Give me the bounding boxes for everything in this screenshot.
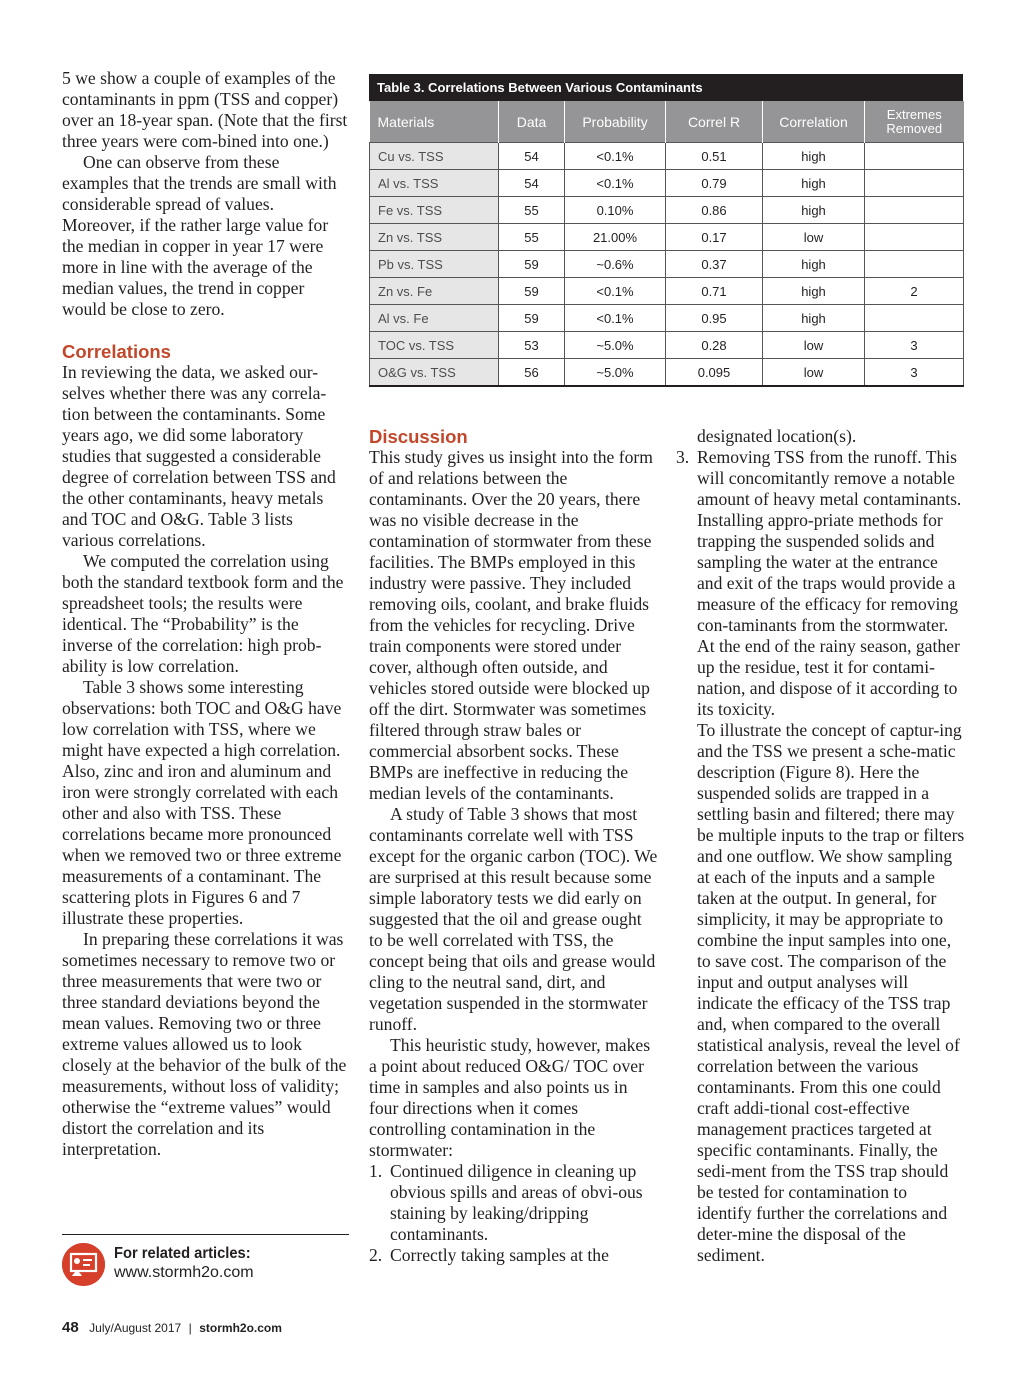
table-cell: 55 — [499, 197, 565, 224]
table-cell: Cu vs. TSS — [370, 143, 499, 170]
related-label: For related articles: — [114, 1245, 251, 1262]
table-cell: low — [763, 332, 865, 359]
list-item — [369, 1245, 659, 1266]
column-header: Correl R — [666, 101, 763, 143]
table-cell: ~5.0% — [565, 332, 666, 359]
column-middle — [369, 426, 659, 1266]
table-cell: 0.86 — [666, 197, 763, 224]
table-cell: 0.95 — [666, 305, 763, 332]
table-cell: ~5.0% — [565, 359, 666, 387]
table-row — [370, 305, 964, 332]
presenter-icon — [62, 1243, 105, 1286]
table-cell: TOC vs. TSS — [370, 332, 499, 359]
list-item — [369, 1161, 659, 1245]
table-cell: high — [763, 143, 865, 170]
paragraph: In preparing these correlations it was sometimes necessary to remove two or three measurements that were two or three standard deviations beyond the mean values. Removing two or three extreme values allowed us to look closely at the behavior of the bulk of the measurements, without loss of validity; otherwise the “extreme values” would distort the correlation and its interpretation. — [62, 929, 347, 1159]
table-cell: 3 — [865, 332, 964, 359]
section-heading-correlations: Correlations — [62, 341, 171, 362]
paragraph: A study of Table 3 shows that most contaminants correlate well with TSS except for the organic carbon (TOC). We are surprised at this result because some simple laboratory tests we did early on suggested that the oil and grease ought to be well correlated with TSS, the concept being that oils and grease would cling to the neutral sand, dirt, and vegetation suspended in the stormwater runoff. — [369, 804, 658, 1034]
table-cell: Zn vs. Fe — [370, 278, 499, 305]
paragraph: 5 we show a couple of examples of the contaminants in ppm (TSS and copper) over an 18-year span. (Note that the first three years were com-bined into one.) — [62, 68, 348, 151]
table-cell — [865, 305, 964, 332]
table-cell: 59 — [499, 305, 565, 332]
list-number: 1. — [369, 1161, 383, 1181]
table-cell — [865, 170, 964, 197]
table-cell: 59 — [499, 251, 565, 278]
table-row — [370, 224, 964, 251]
page-number: 48 — [62, 1319, 79, 1336]
table-cell: low — [763, 224, 865, 251]
list-text: Correctly taking samples at the — [390, 1245, 609, 1265]
table-cell: <0.1% — [565, 305, 666, 332]
related-link[interactable]: www.stormh2o.com — [114, 1264, 254, 1281]
numbered-list — [676, 447, 966, 720]
table-cell: 0.71 — [666, 278, 763, 305]
table-cell — [865, 143, 964, 170]
table-cell: high — [763, 197, 865, 224]
footer-separator: | — [188, 1321, 192, 1335]
list-text: Removing TSS from the runoff. This will concomitantly remove a notable amount of heavy metal contaminants. Installing appro-priate methods for trapping the suspended solids and sampling the water at the entrance and exit of the traps would provide a measure of the efficacy for removing con-taminants from the stormwater. At the end of the rainy season, gather up the residue, test it for contami-nation, and dispose of it according to its toxicity. — [697, 447, 962, 719]
table-cell — [865, 251, 964, 278]
paragraph: Table 3 shows some interesting observations: both TOC and O&G have low correlation with TSS, where we might have expected a high correlation. Also, zinc and iron and aluminum and iron were strongly correlated with each other and also with TSS. These correlations became more pronounced when we removed two or three extreme measurements of a contaminant. The scattering plots in Figures 6 and 7 illustrate these properties. — [62, 677, 342, 928]
list-number: 3. — [676, 447, 690, 467]
table-cell: <0.1% — [565, 278, 666, 305]
table-cell: Al vs. TSS — [370, 170, 499, 197]
table-header-row — [370, 101, 964, 143]
table-cell: ~0.6% — [565, 251, 666, 278]
related-articles[interactable] — [62, 1243, 349, 1287]
table-cell: 2 — [865, 278, 964, 305]
table-cell: 54 — [499, 143, 565, 170]
table-cell: 0.37 — [666, 251, 763, 278]
table-cell: 0.10% — [565, 197, 666, 224]
page-footer — [62, 1319, 282, 1337]
paragraph: In reviewing the data, we asked our-selves whether there was any correla-tion between the contaminants. Some years ago, we did some laboratory studies that suggested a considerable degree of correlation between TSS and the other contaminants, heavy metals and TOC and O&G. Table 3 lists various correlations. — [62, 362, 336, 550]
table-cell: high — [763, 278, 865, 305]
table-row — [370, 332, 964, 359]
section-heading-discussion: Discussion — [369, 426, 468, 447]
footer-site: stormh2o.com — [199, 1321, 282, 1335]
table-cell: 3 — [865, 359, 964, 387]
table-cell: high — [763, 170, 865, 197]
table-cell — [865, 224, 964, 251]
table-cell: 21.00% — [565, 224, 666, 251]
table-cell: 0.17 — [666, 224, 763, 251]
column-header: Extremes Removed — [865, 101, 964, 143]
table-cell: <0.1% — [565, 170, 666, 197]
paragraph: To illustrate the concept of captur-ing and the TSS we present a sche-matic description (Figure 8). Here the suspended solids are trapped in a settling basin and filtered; there may be multiple inputs to the trap or filters and one outflow. We show sampling at each of the inputs and a sample taken at the output. In general, for simplicity, it may be appropriate to combine the input samples into one, to save cost. The comparison of the input and output analyses will indicate the efficacy of the TSS trap and, when compared to the overall statistical analysis, reveal the level of correlation between the various contaminants. From this one could craft addi-tional cost-effective management practices targeted at specific contaminants. Finally, the sedi-ment from the TSS trap should be tested for contamination to identify further the correlations and deter-mine the disposal of the sediment. — [697, 720, 965, 1265]
table-cell: 56 — [499, 359, 565, 387]
table-cell: 0.51 — [666, 143, 763, 170]
table-row — [370, 251, 964, 278]
column-right — [676, 426, 966, 1266]
table-cell: low — [763, 359, 865, 387]
paragraph: We computed the correlation using both the standard textbook form and the spreadsheet tools; the results were identical. The “Probability” is the inverse of the correlation: high prob-ability is low correlation. — [62, 551, 344, 676]
column-header: Correlation — [763, 101, 865, 143]
table-cell: high — [763, 305, 865, 332]
table-row — [370, 143, 964, 170]
paragraph: This heuristic study, however, makes a point about reduced O&G/ TOC over time in samples and also points us in four directions when it comes controlling contamination in the stormwater: — [369, 1035, 651, 1160]
correlation-table — [369, 74, 963, 387]
paragraph: This study gives us insight into the form of and relations between the contaminants. Over the 20 years, there was no visible decrease in the contamination of stormwater from these facilities. The BMPs employed in this industry were passive. They included removing oils, coolant, and brake fluids from the vehicles for recycling. Drive train components were stored under cover, although often outside, and vehicles stored outside were blocked up off the dirt. Stormwater was sometimes filtered through straw bales or commercial absorbent socks. These BMPs are ineffective in reducing the median levels of the contaminants. — [369, 447, 653, 803]
table-cell: Pb vs. TSS — [370, 251, 499, 278]
paragraph: One can observe from these examples that the trends are small with considerable spread of values. Moreover, if the rather large value for the median in copper in year 17 were more in line with the average of the median values, the trend in copper would be close to zero. — [62, 152, 337, 319]
list-text: Continued diligence in cleaning up obvious spills and areas of obvi-ous staining by leaking/dripping contaminants. — [390, 1161, 643, 1244]
table-caption: Table 3. Correlations Between Various Contaminants — [369, 74, 963, 101]
column-header: Probability — [565, 101, 666, 143]
table-cell: 53 — [499, 332, 565, 359]
table-cell — [865, 197, 964, 224]
table-cell: Fe vs. TSS — [370, 197, 499, 224]
table-cell: Al vs. Fe — [370, 305, 499, 332]
list-number: 2. — [369, 1245, 383, 1265]
column-header: Data — [499, 101, 565, 143]
list-continuation: designated location(s). — [697, 426, 857, 446]
column-left — [62, 68, 349, 1160]
list-item — [676, 447, 966, 720]
table-cell: <0.1% — [565, 143, 666, 170]
table-cell: 59 — [499, 278, 565, 305]
table-cell: 0.095 — [666, 359, 763, 387]
table-cell: Zn vs. TSS — [370, 224, 499, 251]
table-cell: 0.79 — [666, 170, 763, 197]
table-grid — [369, 101, 964, 387]
table-cell: 54 — [499, 170, 565, 197]
table-cell: O&G vs. TSS — [370, 359, 499, 387]
table-row — [370, 170, 964, 197]
table-row — [370, 197, 964, 224]
table-cell: 55 — [499, 224, 565, 251]
table-row — [370, 359, 964, 387]
table-row — [370, 278, 964, 305]
table-cell: 0.28 — [666, 332, 763, 359]
table-cell: high — [763, 251, 865, 278]
column-header: Materials — [370, 101, 499, 143]
numbered-list — [369, 1161, 659, 1266]
issue-date: July/August 2017 — [89, 1321, 182, 1335]
divider — [62, 1234, 349, 1235]
